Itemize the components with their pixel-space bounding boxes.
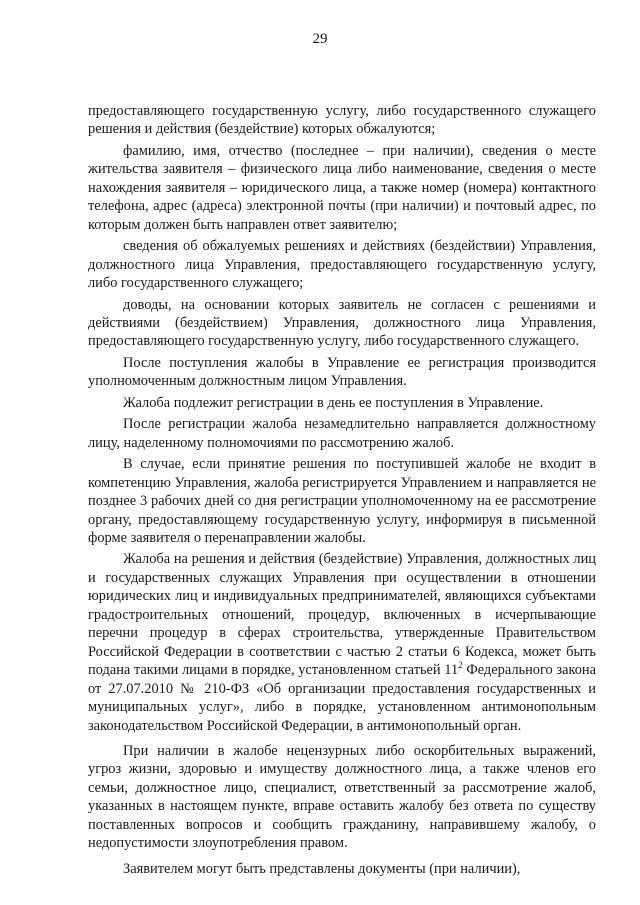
paragraph-11: Заявителем могут быть представлены документы (при наличии), bbox=[123, 860, 521, 877]
paragraph-9-text-after: Федерального закона от 27.07.2010 № 210-ФЗ «Об организации предоставления государственных и муниципальных услуг», либо в порядке, установленном антимонопольным законодательством Российской Федерации, в антимонопольный орган. bbox=[88, 662, 596, 734]
paragraph-6: Жалоба подлежит регистрации в день ее поступления в Управление. bbox=[123, 394, 544, 411]
paragraph-7: После регистрации жалоба незамедлительно направляется должностному лицу, наделенному полномочиями по рассмотрению жалоб. bbox=[88, 416, 596, 451]
document-body bbox=[88, 102, 596, 878]
superscript-2: 2 bbox=[458, 660, 463, 671]
paragraph-8: В случае, если принятие решения по поступившей жалобе не входит в компетенцию Управления, жалоба регистрируется Управлением и направляется не позднее 3 рабочих дней со дня регистрации уполномоченному на ее рассмотрение органу, предоставляющему государственную услугу, информируя в письменной форме заявителя о перенаправлении жалобы. bbox=[88, 456, 596, 546]
paragraph-10: При наличии в жалобе нецензурных либо оскорбительных выражений, угроз жизни, здоровью и имуществу должностного лица, а также членов его семьи, должностное лицо, специалист, ответственный за рассмотрение жалоб, указанных в настоящем пункте, вправе оставить жалобу без ответа по существу поставленных вопросов и сообщить гражданину, направившему жалобу, о недопустимости злоупотребления правом. bbox=[88, 742, 596, 852]
paragraph-1: предоставляющего государственную услугу, либо государственного служащего решения и действия (бездействие) которых обжалуются; bbox=[88, 103, 596, 138]
paragraph-4: доводы, на основании которых заявитель не согласен с решениями и действиями (бездействием) Управления, должностного лица Управления, предоставляющего государственную услугу, либо государственного служащего. bbox=[88, 296, 596, 350]
paragraph-2: фамилию, имя, отчество (последнее – при наличии), сведения о месте жительства заявителя – физического лица либо наименование, сведения о месте нахождения заявителя – юридического лица, а также номер (номера) контактного телефона, адрес (адреса) электронной почты (при наличии) и почтовый адрес, по которым должен быть направлен ответ заявителю; bbox=[88, 142, 596, 233]
paragraph-9-text-before: Жалоба на решения и действия (бездействие) Управления, должностных лиц и государственных служащих Управления при осуществлении в отношении юридических лиц и индивидуальных предпринимателей, являющихся субъектами градостроительных отношений, процедур, включенных в исчерпывающие перечни процедур в сферах строительства, утвержденные Правительством Российской Федерации в соответствии с частью 2 статьи 6 Кодекса, может быть подана такими лицами в порядке, установленном статьей 11 bbox=[88, 551, 596, 679]
paragraph-9 bbox=[88, 550, 596, 735]
paragraph-3: сведения об обжалуемых решениях и действиях (бездействии) Управления, должностного лица Управления, предоставляющего государственную услугу, либо государственного служащего; bbox=[88, 238, 596, 292]
paragraph-5: После поступления жалобы в Управление ее регистрация производится уполномоченным должностным лицом Управления. bbox=[88, 354, 596, 390]
page-number: 29 bbox=[312, 31, 328, 47]
